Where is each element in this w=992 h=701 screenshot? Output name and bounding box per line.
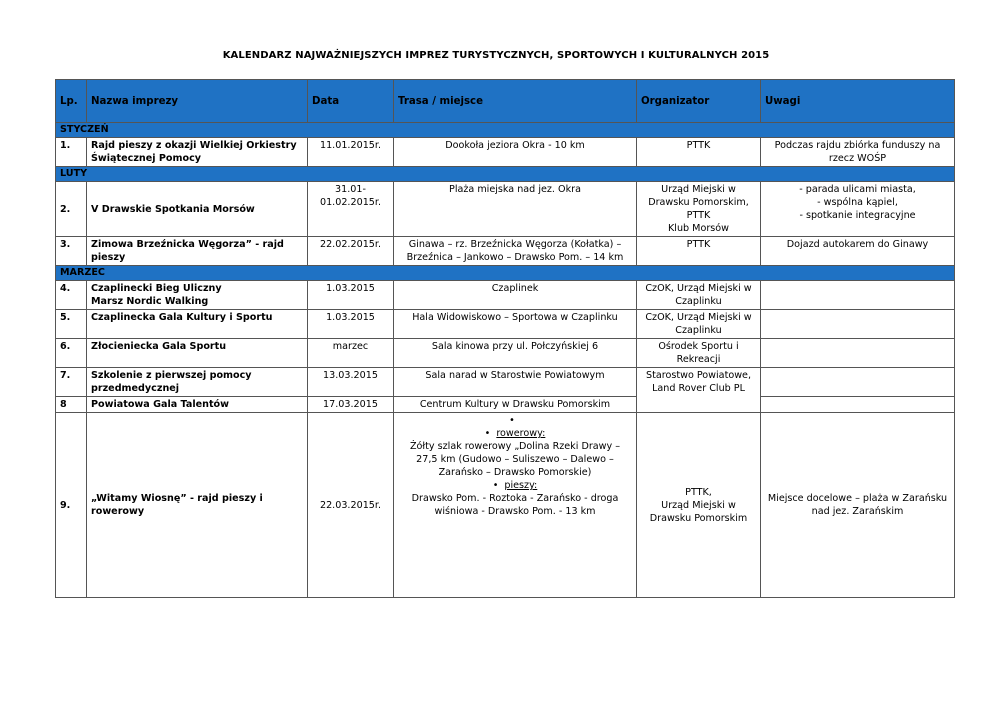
cell-route: Hala Widowiskowo – Sportowa w Czaplinku xyxy=(394,310,637,339)
table-row xyxy=(56,237,955,266)
cell-organizer xyxy=(637,413,761,598)
organizer-line: PTTK xyxy=(686,210,711,221)
route-foot-label-line xyxy=(398,479,632,492)
header-organizer: Organizator xyxy=(637,80,761,123)
table-row xyxy=(56,397,955,413)
cell-event-name: Zimowa Brzeźnicka Węgorza” - rajd pieszy xyxy=(87,237,308,266)
cell-route: Dookoła jeziora Okra - 10 km xyxy=(394,138,637,167)
cell-lp: 1. xyxy=(56,138,87,167)
cell-notes xyxy=(761,182,955,237)
organizer-line: PTTK, xyxy=(685,486,712,498)
header-route: Trasa / miejsce xyxy=(394,80,637,123)
event-name-line: Czaplinecki Bieg Uliczny xyxy=(91,283,222,294)
note-line: - wspólna kąpiel, xyxy=(817,197,898,208)
note-line: - spotkanie integracyjne xyxy=(799,210,916,221)
cell-organizer: PTTK xyxy=(637,237,761,266)
organizer-line: Klub Morsów xyxy=(668,223,729,234)
cell-notes: Podczas rajdu zbiórka funduszy na rzecz WOŚP xyxy=(761,138,955,167)
organizer-line: Urząd Miejski w Drawsku Pomorskim, xyxy=(648,184,749,208)
cell-route: Czaplinek xyxy=(394,281,637,310)
route-bike-label-line xyxy=(398,427,632,440)
table-row xyxy=(56,413,955,598)
document-title: KALENDARZ NAJWAŻNIEJSZYCH IMPREZ TURYSTYCZNYCH, SPORTOWYCH I KULTURALNYCH 2015 xyxy=(222,50,770,61)
table-row xyxy=(56,281,955,310)
cell-notes xyxy=(761,281,955,310)
cell-organizer xyxy=(637,182,761,237)
table-row xyxy=(56,182,955,237)
cell-date: 11.01.2015r. xyxy=(308,138,394,167)
cell-event-name: Powiatowa Gala Talentów xyxy=(87,397,308,413)
cell-route: Ginawa – rz. Brzeźnicka Węgorza (Kołatka) – Brzeźnica – Jankowo – Drawsko Pom. – 14 km xyxy=(394,237,637,266)
cell-lp: 3. xyxy=(56,237,87,266)
event-name-line: Marsz Nordic Walking xyxy=(91,296,209,307)
month-row-january xyxy=(56,123,955,138)
cell-date: 31.01-01.02.2015r. xyxy=(308,182,394,237)
table-header-row xyxy=(56,80,955,123)
cell-lp: 6. xyxy=(56,339,87,368)
table-row xyxy=(56,138,955,167)
cell-date: 1.03.2015 xyxy=(308,281,394,310)
table-row xyxy=(56,310,955,339)
cell-organizer: Starostwo Powiatowe, Land Rover Club PL xyxy=(637,368,761,413)
cell-date: 13.03.2015 xyxy=(308,368,394,397)
cell-organizer: CzOK, Urząd Miejski w Czaplinku xyxy=(637,281,761,310)
cell-organizer: CzOK, Urząd Miejski w Czaplinku xyxy=(637,310,761,339)
table-row xyxy=(56,339,955,368)
month-row-march xyxy=(56,266,955,281)
cell-event-name: Rajd pieszy z okazji Wielkiej Orkiestry Świątecznej Pomocy xyxy=(87,138,308,167)
cell-notes: Dojazd autokarem do Ginawy xyxy=(761,237,955,266)
month-label: MARZEC xyxy=(56,266,955,281)
month-row-february xyxy=(56,167,955,182)
cell-route xyxy=(394,413,637,598)
cell-event-name: Szkolenie z pierwszej pomocy przedmedycznej xyxy=(87,368,308,397)
cell-notes xyxy=(761,397,955,413)
cell-lp: 8 xyxy=(56,397,87,413)
cell-organizer: Ośrodek Sportu i Rekreacji xyxy=(637,339,761,368)
cell-route: Sala narad w Starostwie Powiatowym xyxy=(394,368,637,397)
empty-bullet xyxy=(398,414,632,427)
cell-lp: 7. xyxy=(56,368,87,397)
cell-notes xyxy=(761,339,955,368)
cell-route: Centrum Kultury w Drawsku Pomorskim xyxy=(394,397,637,413)
cell-route: Sala kinowa przy ul. Połczyńskiej 6 xyxy=(394,339,637,368)
month-label: STYCZEŃ xyxy=(56,123,955,138)
cell-date: 1.03.2015 xyxy=(308,310,394,339)
header-lp: Lp. xyxy=(56,80,87,123)
month-label: LUTY xyxy=(56,167,955,182)
route-bike-description: Żółty szlak rowerowy „Dolina Rzeki Drawy – 27,5 km (Gudowo – Suliszewo – Dalewo – Zarańsko – Drawsko Pomorskie) xyxy=(409,441,621,478)
header-notes: Uwagi xyxy=(761,80,955,123)
cell-lp: 4. xyxy=(56,281,87,310)
cell-lp: 9. xyxy=(56,413,87,598)
route-bike-label: rowerowy: xyxy=(496,428,546,439)
cell-notes xyxy=(761,310,955,339)
route-foot-label: pieszy: xyxy=(504,480,538,491)
route-foot-description: Drawsko Pom. - Roztoka - Zarańsko - droga wiśniowa - Drawsko Pom. - 13 km xyxy=(411,493,619,517)
cell-notes xyxy=(761,368,955,397)
cell-event-name: Złocieniecka Gala Sportu xyxy=(87,339,308,368)
cell-notes: Miejsce docelowe – plaża w Zarańsku nad jez. Zarańskim xyxy=(761,413,955,598)
events-calendar-table xyxy=(55,79,955,598)
organizer-line: Urząd Miejski w Drawsku Pomorskim xyxy=(649,499,748,524)
cell-route: Plaża miejska nad jez. Okra xyxy=(394,182,637,237)
cell-date: marzec xyxy=(308,339,394,368)
table-row xyxy=(56,368,955,397)
cell-date: 17.03.2015 xyxy=(308,397,394,413)
cell-date: 22.02.2015r. xyxy=(308,237,394,266)
cell-lp: 5. xyxy=(56,310,87,339)
header-name: Nazwa imprezy xyxy=(87,80,308,123)
cell-date: 22.03.2015r. xyxy=(308,413,394,598)
cell-lp: 2. xyxy=(56,182,87,237)
header-date: Data xyxy=(308,80,394,123)
cell-event-name: Czaplinecka Gala Kultury i Sportu xyxy=(87,310,308,339)
cell-event-name: V Drawskie Spotkania Morsów xyxy=(87,182,308,237)
cell-event-name xyxy=(87,281,308,310)
note-line: - parada ulicami miasta, xyxy=(799,184,916,195)
cell-event-name: „Witamy Wiosnę” - rajd pieszy i rowerowy xyxy=(87,413,308,598)
cell-organizer: PTTK xyxy=(637,138,761,167)
